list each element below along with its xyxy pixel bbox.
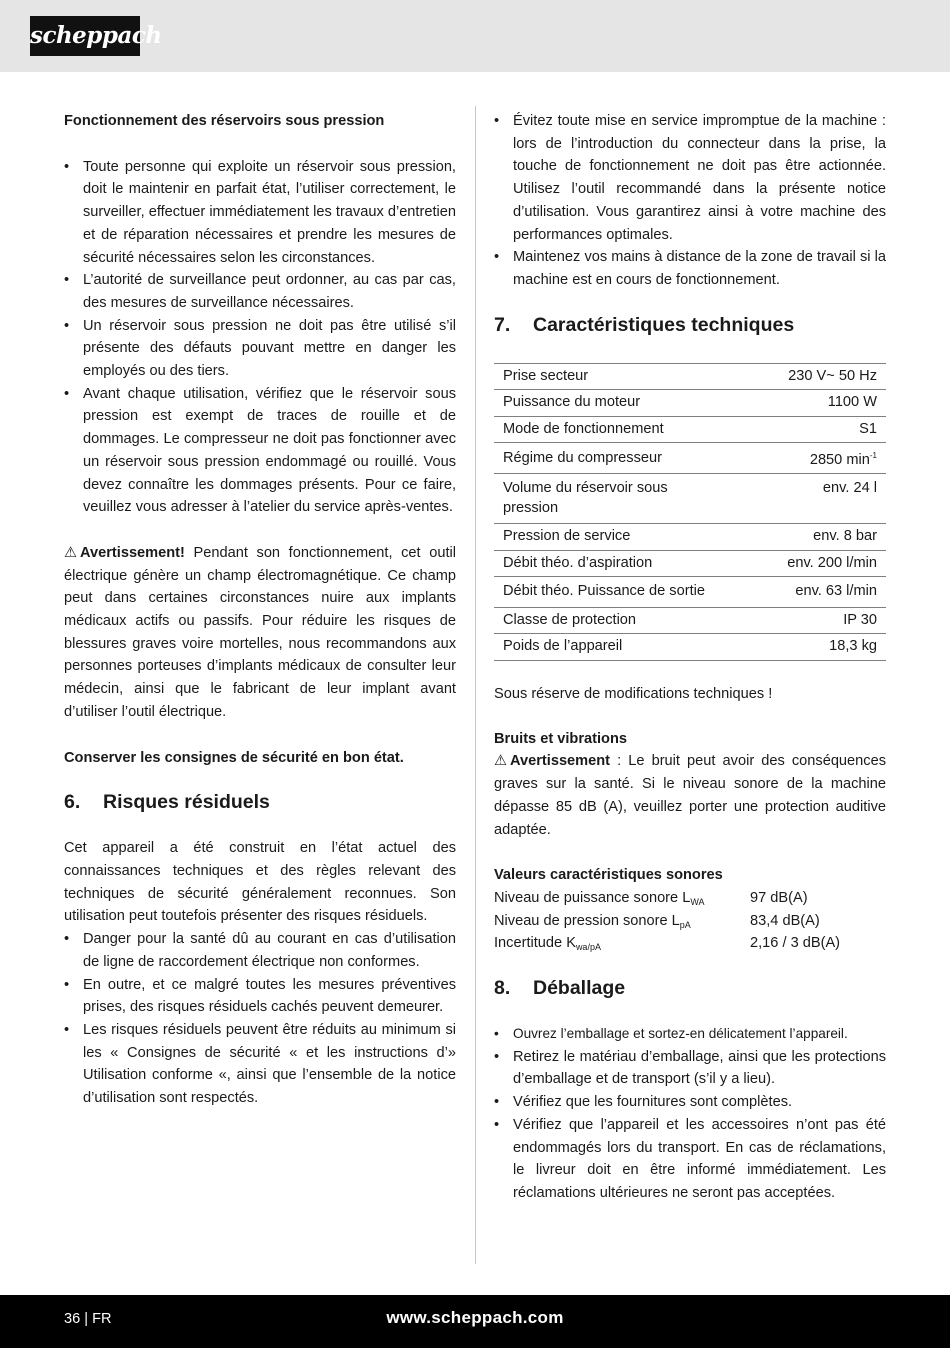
sound-label [494,910,750,933]
keep-safety-note: Conserver les consignes de sécurité en bon état. [64,749,404,766]
warning-label: Avertissement! [80,544,185,561]
spec-value: 1100 W [722,390,886,417]
spec-label: Volume du réservoir sous pression [494,474,722,524]
spec-label: Prise secteur [494,363,722,390]
warning-text: Pendant son fonctionnement, cet outil électrique génère un champ électromagnétique. Ce champ peut dans certaines circonstances nuire aux implants médicaux actifs ou passifs. Pour réduire les risques de blessures graves voire mortelles, nous recommandons aux personnes porteuses d’implants médicaux de consulter leur médecin, ainsi que le fabricant de leur implant avant d’utiliser l’outil électrique. [64,544,456,720]
sound-label-subscript: pA [679,919,691,930]
table-row [494,443,886,474]
noise-heading: Bruits et vibrations [494,730,627,747]
spec-value: env. 8 bar [722,524,886,551]
sound-label-text: Niveau de pression sonore L [494,912,680,929]
table-row [494,577,886,608]
spec-value: S1 [722,416,886,443]
list-item: • En outre, et ce malgré toutes les mesures préventives prises, des risques résiduels cachés peuvent demeurer. [64,974,456,1019]
spec-value: IP 30 [722,607,886,634]
section-title: Déballage [533,977,626,1000]
sound-label-subscript: wa/pA [575,942,601,953]
table-row [494,474,886,524]
list-item: • Évitez toute mise en service impromptue de la machine : lors de l’introduction du connecteur dans la prise, la touche de fonctionnement ne doit pas être actionnée. Utilisez l’outil recommandé dans la présente notice d’utilisation. Vous garantirez ainsi à votre machine des performances optimales. [494,110,886,246]
noise-warning [494,750,886,841]
spec-value [722,443,886,474]
warning-triangle-icon: ⚠ [64,544,78,561]
spec-label: Régime du compresseur [494,443,722,474]
section-8-heading [494,975,886,1001]
scheppach-logo: scheppach [30,16,140,56]
spec-value: 230 V~ 50 Hz [722,363,886,390]
list-item: • Vérifiez que les fournitures sont complètes. [494,1091,886,1114]
table-row [494,363,886,390]
table-row [494,550,886,577]
table-row [494,910,840,933]
sound-value: 97 dB(A) [750,889,808,906]
list-item: • Danger pour la santé dû au courant en cas d’utilisation de ligne de raccordement électrique non conformes. [64,928,456,973]
noise-warning-text: : Le bruit peut avoir des conséquences graves sur la santé. Si le niveau sonore de la machine dépasse 85 dB (A), veuillez porter une protection auditive adaptée. [494,753,886,838]
table-row [494,932,840,955]
spec-value: env. 24 l [722,474,886,524]
table-row [494,887,840,910]
section-6-heading [64,789,456,815]
list-item: • Ouvrez l’emballage et sortez-en délicatement l’appareil. [494,1023,886,1046]
list-item: • Toute personne qui exploite un réservoir sous pression, doit le maintenir en parfait état, l’utiliser correctement, le surveiller, effectuer immédiatement les travaux d’entretien et de réparation nécessaires et prendre les mesures de sécurité nécessaires selon les circonstances. [64,156,456,270]
spec-label: Mode de fonctionnement [494,416,722,443]
list-item: • L’autorité de surveillance peut ordonner, au cas par cas, des mesures de surveillance nécessaires. [64,269,456,314]
list-item: • Retirez le matériau d’emballage, ainsi que les protections d’emballage et de transport (s’il y a lieu). [494,1046,886,1091]
right-column [494,108,886,1205]
reserve-note: Sous réserve de modifications techniques ! [494,685,773,702]
page-number: 36 | FR [64,1311,112,1327]
footer-url: www.scheppach.com [386,1308,564,1327]
sound-label-text: Incertitude K [494,935,576,952]
sound-label [494,932,750,955]
spec-label: Débit théo. Puissance de sortie [494,577,722,608]
sound-label-text: Niveau de puissance sonore L [494,889,691,906]
table-row [494,634,886,661]
unpack-list [494,1023,886,1205]
spec-value: env. 200 l/min [722,550,886,577]
sound-value: 2,16 / 3 dB(A) [750,935,841,952]
list-item: • Les risques résiduels peuvent être réduits au minimum si les « Consignes de sécurité « et les instructions d’» Utilisation conforme «, ainsi que l’ensemble de la notice d’utilisation sont respectés. [64,1019,456,1110]
table-row [494,607,886,634]
spec-label: Puissance du moteur [494,390,722,417]
page-header [0,0,950,72]
sound-label-subscript: WA [690,896,705,907]
page-footer [0,1295,950,1348]
spec-label: Pression de service [494,524,722,551]
emf-warning [64,542,456,724]
sound-heading: Valeurs caractéristiques sonores [494,867,723,884]
list-item: • Un réservoir sous pression ne doit pas être utilisé s’il présente des défauts pouvant mettre en danger les employés ou des tiers. [64,315,456,383]
left-column [64,108,456,1110]
section-number: 7. [494,313,511,336]
column-divider [475,106,476,1264]
table-row [494,390,886,417]
spec-label: Poids de l’appareil [494,634,722,661]
spec-value-text: 2850 min [809,451,870,468]
sound-label [494,887,750,910]
spec-table [494,363,886,661]
spec-label: Débit théo. d’aspiration [494,550,722,577]
noise-warning-label: Avertissement [510,753,611,770]
section-7-heading [494,312,886,338]
residual-intro: Cet appareil a été construit en l’état actuel des connaissances techniques et des règles relevant des techniques de sécurité généralement reconnues. Son utilisation peut toutefois présenter des risques résiduels. [64,840,456,925]
section-title: Risques résiduels [103,791,270,814]
sound-table [494,887,840,955]
section-number: 8. [494,977,511,1000]
residual-list [64,928,456,1110]
warning-triangle-icon: ⚠ [494,753,508,770]
spec-value-superscript: -1 [869,451,877,461]
reservoirs-heading: Fonctionnement des réservoirs sous pression [64,113,385,129]
sound-value: 83,4 dB(A) [750,912,820,929]
section-title: Caractéristiques techniques [533,313,795,336]
usage-list [494,110,886,292]
spec-value: env. 63 l/min [722,577,886,608]
list-item: • Vérifiez que l’appareil et les accessoires n’ont pas été endommagés lors du transport. En cas de réclamations, le livreur doit en être informé immédiatement. Les réclamations ultérieures ne seront pas acceptées. [494,1114,886,1205]
spec-label: Classe de protection [494,607,722,634]
list-item: • Avant chaque utilisation, vérifiez que le réservoir sous pression est exempt de traces de rouille et de dommages. Le compresseur ne doit pas fonctionner avec un réservoir sous pression endommagé ou rouillé. Vous devez connaître les dommages présents. Pour ce faire, veuillez vous adresser à l’atelier du service après-ventes. [64,383,456,519]
section-number: 6. [64,791,81,814]
table-row [494,416,886,443]
spec-value: 18,3 kg [722,634,886,661]
list-item: • Maintenez vos mains à distance de la zone de travail si la machine est en cours de fonctionnement. [494,246,886,291]
table-row [494,524,886,551]
reservoir-list [64,156,456,519]
